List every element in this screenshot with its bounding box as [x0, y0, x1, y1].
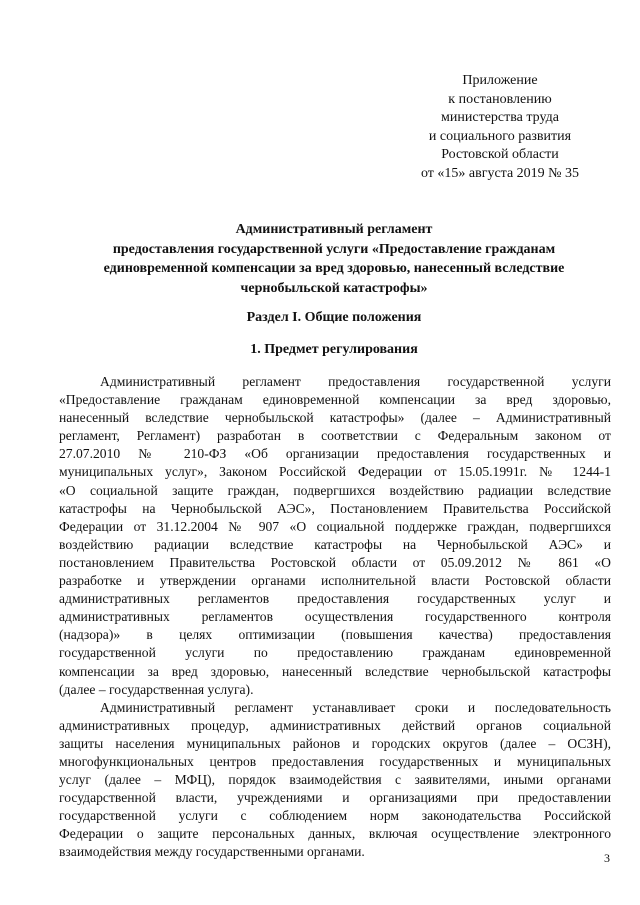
paragraph-line: муниципальных услуг», Законом Российской Федерации от 15.05.1991г. № 1244-1 — [59, 464, 611, 480]
paragraph-line: Административный регламент предоставления государственной услуги — [100, 374, 611, 389]
paragraph-line: административных регламентов осуществления государственного контроля — [59, 609, 611, 625]
title-line: Административный регламент — [235, 222, 433, 237]
paragraph-line: воздействию радиации вследствие катастрофы на Чернобыльской АЭС» и — [59, 536, 611, 552]
title-line: единовременной компенсации за вред здоровью, нанесенный вследствие — [103, 261, 565, 277]
appendix-line: Ростовской области — [441, 147, 559, 163]
paragraph-line: нанесенный вследствие чернобыльской катастрофы» (далее – Административный — [59, 410, 611, 426]
body-text — [59, 373, 611, 862]
paragraph-line: государственной услуги с соблюдением норм законодательства Российской — [59, 808, 611, 824]
paragraph-line: услуг (далее – МФЦ), порядок взаимодействия с заявителями, иными органами — [59, 772, 611, 788]
section-heading: Раздел I. Общие положения — [246, 310, 422, 325]
paragraph-line: защиты населения муниципальных районов и городских округов (далее – ОСЗН), — [59, 735, 611, 751]
paragraph-line: Административный регламент устанавливает сроки и последовательность — [100, 699, 611, 715]
appendix-line: и социального развития — [428, 128, 572, 144]
paragraph-line: регламент, Регламент) разработан в соответствии с Федеральным законом от — [59, 428, 611, 444]
subsection-heading: 1. Предмет регулирования — [250, 342, 418, 357]
title-line: чернобыльской катастрофы» — [240, 280, 428, 296]
paragraph-line: 27.07.2010 № 210-ФЗ «Об организации предоставления государственных и — [59, 446, 611, 462]
paragraph-line: государственной услуги по предоставлению гражданам единовременной — [59, 645, 611, 661]
paragraph-line: взаимодействия между государственными органами. — [59, 844, 365, 860]
paragraph-line: государственной власти, учреждениями и организациями при предоставлении — [59, 790, 611, 806]
paragraph-line: административных процедур, административных действий органов социальной — [59, 717, 611, 733]
paragraph-line: (надзора)» в целях оптимизации (повышения качества) предоставления — [59, 627, 611, 643]
paragraph-2 — [59, 699, 611, 862]
paragraph-line: (далее – государственная услуга). — [59, 681, 254, 697]
appendix-line: министерства труда — [441, 110, 559, 126]
title-line: предоставления государственной услуги «Предоставление гражданам — [112, 241, 556, 257]
appendix-block — [380, 72, 620, 184]
paragraph-line: многофункциональных центров предоставления государственных и муниципальных — [59, 753, 611, 769]
appendix-line: от «15» августа 2019 № 35 — [420, 165, 580, 181]
paragraph-1 — [59, 373, 611, 699]
page-number: 3 — [604, 851, 610, 865]
paragraph-line: Федерации от 31.12.2004 № 907 «О социальной поддержке граждан, подвергшихся — [59, 518, 611, 534]
paragraph-line: административных регламентов предоставления государственных услуг и — [59, 591, 611, 607]
appendix-line: Приложение — [462, 73, 538, 88]
appendix-line: к постановлению — [448, 91, 552, 107]
paragraph-line: постановлением Правительства Ростовской области от 05.09.2012 № 861 «О — [59, 554, 611, 570]
paragraph-line: «Предоставление гражданам единовременной компенсации за вред здоровью, — [59, 392, 611, 408]
paragraph-line: разработке и утверждении органами исполнительной власти Ростовской области — [59, 573, 611, 589]
paragraph-line: Федерации о защите персональных данных, включая осуществление электронного — [59, 826, 611, 842]
paragraph-line: компенсации за вред здоровью, нанесенный вследствие чернобыльской катастрофы — [59, 663, 611, 679]
paragraph-line: «О социальной защите граждан, подвергшихся воздействию радиации вследствие — [59, 482, 611, 498]
paragraph-line: катастрофы на Чернобыльской АЭС», Постановлением Правительства Российской — [59, 500, 611, 516]
document-title — [60, 220, 608, 298]
